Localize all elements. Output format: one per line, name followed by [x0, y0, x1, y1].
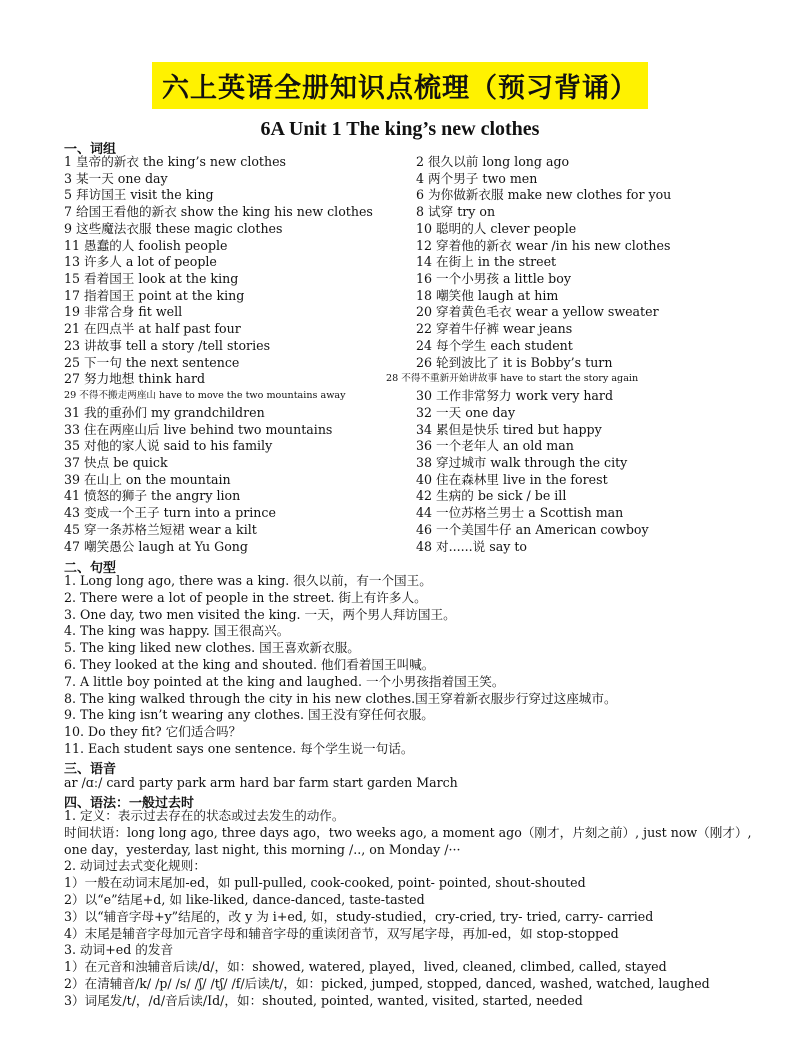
phrase-left: 33 住在两座山后 live behind two mountains [64, 421, 333, 437]
phrase-right: 34 累但是快乐 tired but happy [416, 421, 602, 437]
grammar-line: 2）在清辅音/k/ /p/ /s/ /ʃ/ /tʃ/ /f/后读/t/，如：picked, jumped, stopped, danced, washed, watched, laughed [64, 975, 710, 991]
phrase-row [64, 455, 764, 472]
phrase-right: 36 一个老年人 an old man [416, 438, 574, 454]
sentence-list [64, 573, 764, 758]
phrase-row [64, 238, 764, 255]
phrase-left: 25 下一句 the next sentence [64, 354, 240, 370]
phrase-right: 48 对......说 say to [416, 538, 527, 554]
phrase-right: 28 不得不重新开始讲故事 have to start the story again [386, 373, 639, 385]
grammar-line: 1）在元音和浊辅音后读/d/，如：showed, watered, played，lived, cleaned, climbed, called, stayed [64, 959, 667, 975]
phrase-row [64, 204, 764, 221]
phrase-right: 46 一个美国牛仔 an American cowboy [416, 521, 649, 537]
phrase-left: 13 许多人 a lot of people [64, 254, 217, 270]
phrase-right: 42 生病的 be sick / be ill [416, 488, 567, 504]
phrase-left: 19 非常合身 fit well [64, 304, 183, 320]
sentence-item: 1. Long long ago, there was a king. 很久以前，有一个国王。 [64, 573, 432, 588]
sentence-item: 8. The king walked through the city in his new clothes.国王穿着新衣服步行穿过这座城市。 [64, 690, 617, 706]
phrase-row [64, 187, 764, 204]
phrase-right: 2 很久以前 long long ago [416, 154, 570, 169]
phrase-list [64, 154, 764, 555]
phrase-left: 7 给国王看他的新衣 show the king his new clothes [64, 204, 373, 220]
title-block [0, 62, 800, 109]
phrase-left: 9 这些魔法衣服 these magic clothes [64, 220, 283, 236]
phrase-left: 27 努力地想 think hard [64, 371, 206, 387]
phrase-row [64, 254, 764, 271]
phrase-left: 21 在四点半 at half past four [64, 321, 241, 337]
phrase-row [64, 472, 764, 489]
phrase-right: 14 在街上 in the street [416, 254, 557, 270]
grammar-line: 时间状语：long long ago, three days ago，two weeks ago, a moment ago（刚才，片刻之前）, just now（刚才）, [64, 824, 752, 840]
sentence-item: 3. One day, two men visited the king. 一天，两个男人拜访国王。 [64, 606, 456, 622]
phrase-right: 16 一个小男孩 a little boy [416, 271, 571, 287]
phrase-row [64, 288, 764, 305]
sentence-item: 6. They looked at the king and shouted. 他们看着国王叫喊。 [64, 656, 435, 672]
phrase-left: 39 在山上 on the mountain [64, 471, 231, 487]
phrase-right: 10 聪明的人 clever people [416, 220, 577, 236]
phrase-right: 18 嘲笑他 laugh at him [416, 287, 559, 303]
phrase-row [64, 405, 764, 422]
phrase-left: 45 穿一条苏格兰短裙 wear a kilt [64, 521, 257, 537]
phrase-row [64, 488, 764, 505]
phrase-row [64, 338, 764, 355]
phrase-right: 24 每个学生 each student [416, 337, 573, 353]
phrase-row [64, 539, 764, 556]
phrase-right: 8 试穿 try on [416, 204, 496, 220]
phrase-right: 30 工作非常努力 work very hard [416, 388, 614, 404]
phrase-row [64, 154, 764, 171]
phrase-row [64, 371, 764, 388]
phrase-left: 23 讲故事 tell a story /tell stories [64, 337, 271, 353]
phrase-left: 37 快点 be quick [64, 454, 168, 470]
phrase-right: 44 一位苏格兰男士 a Scottish man [416, 505, 624, 521]
phrase-left: 35 对他的家人说 said to his family [64, 438, 273, 454]
phrase-left: 47 嘲笑愚公 laugh at Yu Gong [64, 538, 248, 554]
grammar-line: 2. 动词过去式变化规则： [64, 858, 206, 874]
sentence-item: 2. There were a lot of people in the street. 街上有许多人。 [64, 589, 427, 605]
grammar-line: 3. 动词+ed 的发音 [64, 942, 174, 958]
grammar-line: one day，yesterday, last night, this morning /.., on Monday /··· [64, 841, 461, 857]
phrase-left: 3 某一天 one day [64, 170, 168, 186]
phrase-row [64, 438, 764, 455]
phrase-row [64, 221, 764, 238]
phrase-left: 41 愤怒的狮子 the angry lion [64, 488, 241, 504]
phonetics-line: ar /ɑː/ card party park arm hard bar farm start garden March [64, 775, 458, 790]
phrase-right: 38 穿过城市 walk through the city [416, 454, 628, 470]
sentence-item: 7. A little boy pointed at the king and laughed. 一个小男孩指着国王笑。 [64, 673, 505, 689]
sentence-item: 9. The king isn’t wearing any clothes. 国王没有穿任何衣服。 [64, 707, 434, 723]
phrase-left: 5 拜访国王 visit the king [64, 187, 214, 203]
grammar-notes [64, 808, 764, 1010]
phrase-left: 17 指着国王 point at the king [64, 287, 245, 303]
phrase-right: 20 穿着黄色毛衣 wear a yellow sweater [416, 304, 659, 320]
section-phrases-heading: 一、词组 [64, 142, 117, 157]
section-phonetics-heading: 三、语音 [64, 762, 117, 777]
phrase-right: 26 轮到波比了 it is Bobby’s turn [416, 354, 613, 370]
phrase-left: 15 看着国王 look at the king [64, 271, 239, 287]
phrase-row [64, 505, 764, 522]
grammar-line: 1）一般在动词末尾加-ed，如 pull-pulled, cook-cooked, point- pointed, shout-shouted [64, 875, 586, 891]
phrase-right: 22 穿着牛仔裤 wear jeans [416, 321, 573, 337]
sentence-item: 4. The king was happy. 国王很高兴。 [64, 623, 290, 639]
section-grammar-heading: 四、语法：一般过去时 [64, 796, 195, 811]
phrase-right: 6 为你做新衣服 make new clothes for you [416, 187, 672, 203]
grammar-line: 3）以“辅音字母+y”结尾的，改 y 为 i+ed, 如，study-studied，cry-cried, try- tried, carry- carried [64, 908, 654, 924]
phrase-row [64, 271, 764, 288]
phrase-right: 32 一天 one day [416, 404, 516, 420]
phrase-left: 1 皇帝的新衣 the king’s new clothes [64, 154, 287, 169]
phrase-row [64, 171, 764, 188]
page-title: 六上英语全册知识点梳理（预习背诵） [152, 62, 648, 109]
phrase-right: 4 两个男子 two men [416, 170, 538, 186]
phrase-row [64, 304, 764, 321]
unit-title: 6A Unit 1 The king’s new clothes [260, 118, 540, 140]
phrase-row [64, 422, 764, 439]
sentence-item: 5. The king liked new clothes. 国王喜欢新衣服。 [64, 640, 360, 656]
phrase-left: 29 不得不搬走两座山 have to move the two mountains away [64, 390, 346, 402]
section-sentences-heading: 二、句型 [64, 561, 117, 576]
grammar-line: 1. 定义：表示过去存在的状态或过去发生的动作。 [64, 808, 345, 823]
grammar-line: 3）词尾发/t/，/d/音后读/Id/，如：shouted, pointed, wanted, visited, started, needed [64, 992, 583, 1008]
phrase-left: 43 变成一个王子 turn into a prince [64, 505, 276, 521]
phrase-right: 12 穿着他的新衣 wear /in his new clothes [416, 237, 671, 253]
grammar-line: 2）以“e”结尾+d, 如 like-liked, dance-danced, taste-tasted [64, 891, 425, 907]
phrase-left: 31 我的重孙们 my grandchildren [64, 404, 265, 420]
phrase-row [64, 321, 764, 338]
phrase-right: 40 住在森林里 live in the forest [416, 471, 608, 487]
grammar-line: 4）末尾是辅音字母加元音字母和辅音字母的重读闭音节，双写尾字母，再加-ed，如 stop-stopped [64, 925, 619, 941]
phrase-row [64, 388, 764, 405]
sentence-item: 10. Do they fit? 它们适合吗？ [64, 724, 242, 740]
phrase-row [64, 355, 764, 372]
sentence-item: 11. Each student says one sentence. 每个学生说一句话。 [64, 740, 414, 756]
phrase-left: 11 愚蠢的人 foolish people [64, 237, 228, 253]
phrase-row [64, 522, 764, 539]
